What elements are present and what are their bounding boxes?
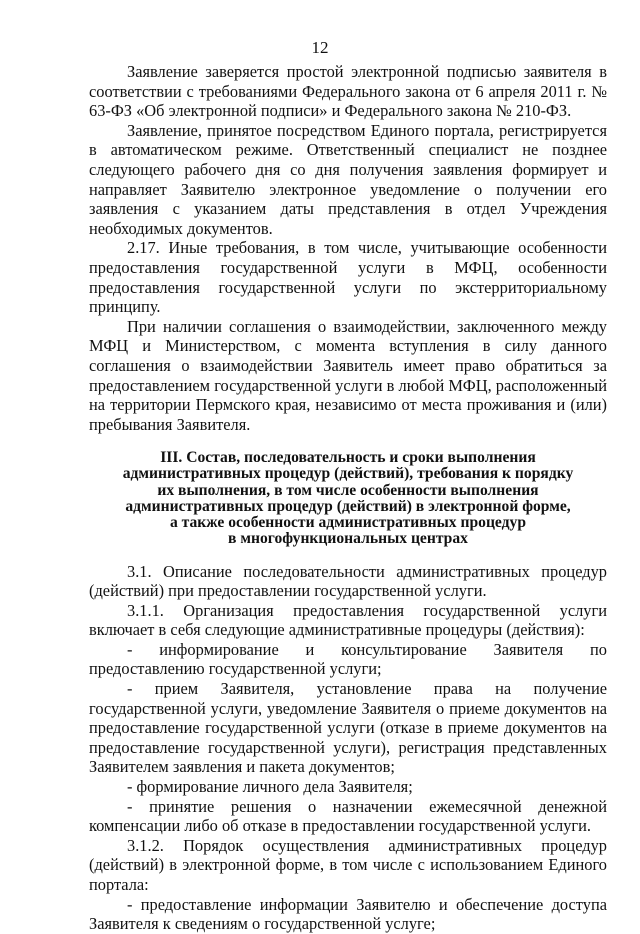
paragraph-2-17: 2.17. Иные требования, в том числе, учитывающие особенности предоставления государственной услуги в МФЦ, особенности предоставления государственной услуги по экстерриториальному принципу. [89,238,607,317]
list-item: - информирование и консультирование Заявителя по предоставлению государственной услуги; [89,639,607,679]
list-item: - формирование личного дела Заявителя; [127,777,413,797]
heading-line: административных процедур (действий), требования к порядку [122,465,574,483]
heading-line: административных процедур (действий) в электронной форме, [125,497,571,515]
list-item: - принятие решения о назначении ежемесячной денежной компенсации либо об отказе в предоставлении государственной услуги. [89,796,607,836]
paragraph-3-1: 3.1. Описание последовательности административных процедур (действий) при предоставлении государственной услуги. [89,561,607,601]
heading-line: а также особенности административных процедур [169,514,527,532]
paragraph-3-1-2: 3.1.2. Порядок осуществления административных процедур (действий) в электронной форме, в том числе с использованием Единого портала: [89,835,607,894]
paragraph-signature: Заявление заверяется простой электронной подписью заявителя в соответствии с требованиями Федерального закона от 6 апреля 2011 г. № 63-ФЗ «Об электронной подписи» и Федерального закона № 210-ФЗ. [89,62,607,121]
section-heading [113,450,583,547]
paragraph-registration: Заявление, принятое посредством Единого портала, регистрируется в автоматическом режиме. Ответственный специалист не позднее следующего рабочего дня со дня получения заявления формирует и направляет Заявителю электронное уведомление о получении его заявления с указанием даты представления в отдел Учреждения необходимых документов. [89,120,607,238]
paragraph-mfc-agreement: При наличии соглашения о взаимодействии, заключенного между МФЦ и Министерством, с момента вступления в силу данного соглашения о взаимодействии Заявитель имеет право обратиться за предоставлением государственной услуги в любой МФЦ, расположенный на территории Пермского края, независимо от места проживания и (или) пребывания Заявителя. [89,316,607,434]
list-item: - предоставление информации Заявителю и обеспечение доступа Заявителя к сведениям о государственной услуге; [89,894,607,934]
heading-line: III. Состав, последовательность и сроки выполнения [160,449,536,467]
document-body [89,62,607,934]
paragraph-3-1-1: 3.1.1. Организация предоставления государственной услуги включает в себя следующие административные процедуры (действия): [89,600,607,640]
heading-line: их выполнения, в том числе особенности выполнения [157,481,539,499]
heading-line: в многофункциональных центрах [228,530,468,548]
list-item: - прием Заявителя, установление права на получение государственной услуги, уведомление Заявителя о приеме документов на предоставление государственной услуги (отказе в приеме документов на предоставление государственной услуги), регистрация представленных Заявителем заявления и пакета документов; [89,679,607,777]
page-number: 12 [311,38,329,57]
